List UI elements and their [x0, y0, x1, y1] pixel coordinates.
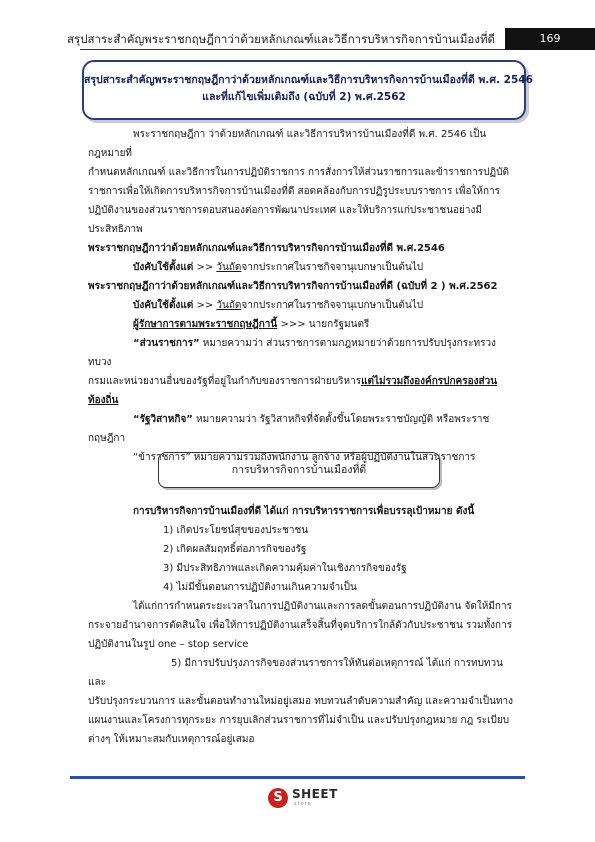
effective-rest: จากประกาศในราชกิจจานุเบกษาเป็นต้นไป [241, 262, 424, 273]
governance-content [88, 502, 513, 749]
agency-text-2a: กรมและหน่วยงานอื่นของรัฐที่อยู่ในกำกับของราชการฝ่ายบริหาร [88, 376, 362, 387]
governance-item-5-line-4: ต่างๆ ให้เหมาะสมกับเหตุการณ์อยู่เสมอ [88, 734, 255, 745]
definition-agency-line-1 [88, 334, 513, 372]
governance-item-4: 4) ไม่มีขั้นตอนการปฏิบัติงานเกินความจำเป็น [163, 582, 357, 593]
page-number: 169 [505, 28, 595, 50]
intro-line-2: กำหนดหลักเกณฑ์ และวิธีการในการปฏิบัติราชการ การสั่งการให้ส่วนราชการและข้าราชการปฏิบัติ [88, 167, 509, 178]
effective-label: บังคับใช้ตั้งแต่ [133, 262, 194, 273]
definition-official: “ข้าราชการ” หมายความรวมถึงพนักงาน ลูกจ้าง หรือผู้ปฏิบัติงานในส่วนราชการ [133, 452, 476, 463]
governance-heading: การบริหารกิจการบ้านเมืองที่ดี ได้แก่ การบริหารราชการเพื่อบรรลุเป้าหมาย ดังนี้ [133, 506, 475, 517]
logo-text: SHEET [292, 787, 338, 801]
effective-label: บังคับใช้ตั้งแต่ [133, 300, 194, 311]
caretaker-line [88, 315, 513, 334]
arrow: >> [193, 300, 217, 311]
intro-line-1: พระราชกฤษฎีกา ว่าด้วยหลักเกณฑ์ และวิธีการบริหารบ้านเมืองที่ดี พ.ศ. 2546 เป็นกฎหมายที่ [88, 129, 487, 159]
arrow: >> [193, 262, 217, 273]
title-line-1: สรุปสาระสำคัญพระราชกฤษฎีกาว่าด้วยหลักเกณฑ์และวิธีการบริหารกิจการบ้านเมืองที่ดี พ.ศ. 2546 [84, 74, 533, 86]
governance-para-line-1: ได้แก่การกำหนดระยะเวลาในการปฏิบัติงานและการลดขั้นตอนการปฏิบัติงาน จัดให้มีการ [133, 601, 512, 612]
governance-para-line-3: ปฏิบัติงานในรูป one – stop service [88, 639, 249, 650]
effective-rest: จากประกาศในราชกิจจานุเบกษาเป็นต้นไป [241, 300, 424, 311]
section-heading-box: การบริหารกิจการบ้านเมืองที่ดี [158, 452, 440, 488]
header-title: สรุปสาระสำคัญพระราชกฤษฎีกาว่าด้วยหลักเกณฑ์และวิธีการบริหารกิจการบ้านเมืองที่ดี [67, 32, 495, 46]
title-box [82, 60, 533, 120]
decree-2-title: พระราชกฤษฎีกาว่าด้วยหลักเกณฑ์และวิธีการบริหารกิจการบ้านเมืองที่ดี (ฉบับที่ 2 ) พ.ศ.2562 [88, 281, 498, 292]
soe-text: หมายความว่า รัฐวิสาหกิจที่จัดตั้งขึ้นโดยพระราชบัญญัติ หรือพระราชกฤษฎีกา [88, 414, 490, 444]
governance-item-2: 2) เกิดผลสัมฤทธิ์ต่อภารกิจของรัฐ [163, 544, 307, 555]
decree-1-effective [88, 258, 513, 277]
caretaker-label: ผู้รักษาการตามพระราชกฤษฎีกานี้ [133, 319, 278, 330]
intro-line-5: ประสิทธิภาพ [88, 224, 143, 235]
agency-text-1: หมายความว่า ส่วนราชการตามกฎหมายว่าด้วยการปรับปรุงกระทรวง ทบวง [88, 338, 496, 368]
header-divider [80, 49, 505, 50]
document-content [88, 125, 513, 467]
agency-exclusion: แต่ไม่รวมถึงองค์กรปกครองส่วน [361, 376, 498, 387]
governance-para-line-2: กระจายอำนาจการตัดสินใจ เพื่อให้การปฏิบัติงานเสร็จสิ้นที่จุดบริการใกล้ตัวกับประชาชน รวมทั้งการ [88, 620, 513, 631]
logo-subtext: store [294, 801, 312, 807]
footer-divider [70, 776, 525, 779]
decree-2-effective [88, 296, 513, 315]
governance-item-3: 3) มีประสิทธิภาพและเกิดความคุ้มค่าในเชิงภารกิจของรัฐ [163, 563, 407, 574]
intro-line-3: ราชการเพื่อให้เกิดการบริหารกิจการบ้านเมืองที่ดี สอดคล้องกับการปฏิรูประบบราชการ เพื่อให้การ [88, 186, 501, 197]
page-header [0, 28, 595, 50]
sheet-store-logo [268, 786, 348, 810]
effective-date-link: วันถัด [216, 300, 242, 311]
definition-agency-line-2 [88, 372, 513, 391]
governance-item-1: 1) เกิดประโยชน์สุขของประชาชน [163, 525, 309, 536]
governance-item-5-line-3: แผนงานและโครงการทุกระยะ การยุบเลิกส่วนราชการที่ไม่จำเป็น และปรับปรุงกฎหมาย กฎ ระเบียบ [88, 715, 510, 726]
definition-agency-line-3: ท้องถิ่น [88, 395, 119, 406]
caretaker-rest: >>> นายกรัฐมนตรี [277, 319, 370, 330]
logo-s-icon: S [268, 788, 288, 808]
soe-term: “รัฐวิสาหกิจ” [133, 414, 193, 425]
decree-1-title: พระราชกฤษฎีกาว่าด้วยหลักเกณฑ์และวิธีการบริหารกิจการบ้านเมืองที่ดี พ.ศ.2546 [88, 243, 445, 254]
definition-soe [88, 410, 513, 448]
governance-item-5-line-2: ปรับปรุงกระบวนการ และขั้นตอนทำงานใหม่อยู่เสมอ ทบทวนลำดับความสำคัญ และความจำเป็นทาง [88, 696, 514, 707]
agency-term: “ส่วนราชการ” [133, 338, 200, 349]
intro-line-4: ปฏิบัติงานของส่วนราชการตอบสนองต่อการพัฒนาประเทศ และให้บริการแก่ประชาชนอย่างมี [88, 205, 482, 216]
title-line-2: และที่แก้ไขเพิ่มเติมถึง (ฉบับที่ 2) พ.ศ.2562 [202, 91, 406, 103]
effective-date-link: วันถัด [216, 262, 242, 273]
governance-item-5-line-1: 5) มีการปรับปรุงภารกิจของส่วนราชการให้ทันต่อเหตุการณ์ ได้แก่ การทบทวนและ [88, 658, 503, 688]
